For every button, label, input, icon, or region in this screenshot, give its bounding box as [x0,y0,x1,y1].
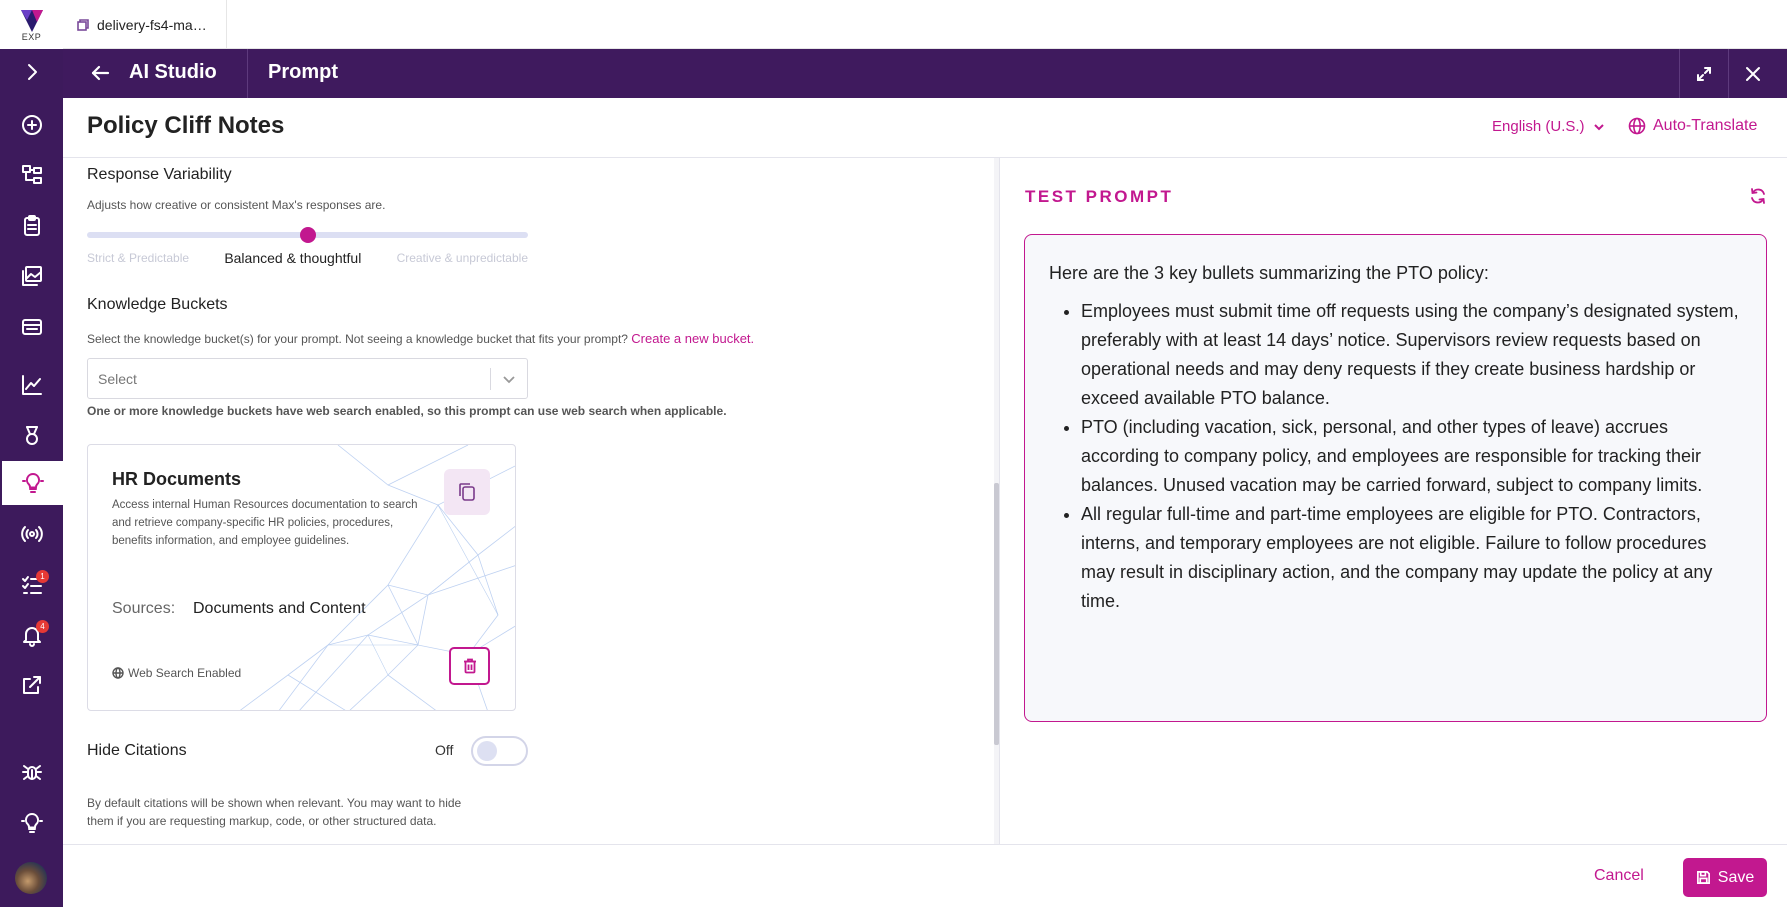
refresh-icon [1749,187,1767,205]
broadcast-icon [20,522,44,546]
knowledge-bucket-card [87,444,516,711]
variability-slider-thumb[interactable] [300,227,316,243]
left-rail [0,0,63,907]
header-page-title: Prompt [268,61,338,83]
bug-icon [20,760,44,784]
variability-options [87,250,528,266]
card-title: HR Documents [112,469,242,489]
delete-bucket-button[interactable] [449,647,490,685]
external-link-icon [20,673,44,697]
auto-translate-button[interactable] [1628,117,1757,135]
auto-translate-label: Auto-Translate [1653,117,1758,134]
copy-icon [456,481,478,503]
rail-create[interactable] [0,103,63,147]
avatar[interactable] [15,862,47,894]
pane-divider [999,158,1000,844]
toggle-knob [477,741,497,761]
select-divider [490,368,491,390]
logo-text: EXP [21,31,42,42]
footer-bar [63,844,1787,907]
window-icon [77,19,89,31]
select-placeholder: Select [98,371,137,387]
floppy-disk-icon [1696,870,1711,885]
expand-icon [1695,65,1713,83]
save-button[interactable] [1683,858,1767,897]
web-search-label: Web Search Enabled [128,666,242,680]
lightbulb-icon [21,471,45,495]
hierarchy-icon [20,163,44,187]
notifications-badge: 4 [36,620,49,633]
expand-rail-button[interactable] [0,50,63,94]
sources-value: Documents and Content [193,600,366,617]
knowledge-label: Knowledge Buckets [87,296,228,313]
list-item: • PTO (including vacation, sick, personal, and other types of leave) accrues according to company policy, and employees are responsible for tracking their balances. Unused vacation may be carried forward, subject to company limits. [1081,413,1742,500]
tasks-badge: 1 [36,570,49,583]
prompt-settings-pane [63,158,994,844]
refresh-button[interactable] [1749,187,1767,205]
trash-icon [461,657,479,675]
rail-broadcast[interactable] [0,512,63,556]
test-response-box [1024,234,1767,722]
citations-help-1: By default citations will be shown when relevant. You may want to hide [87,796,462,810]
rail-debug[interactable] [0,750,63,794]
rail-media[interactable] [0,254,63,298]
plus-circle-icon [20,113,44,137]
language-label: English (U.S.) [1492,118,1585,135]
option-creative[interactable]: Creative & unpredictable [396,251,528,265]
header-divider [247,49,248,98]
chart-line-icon [20,373,44,397]
rail-clipboard[interactable] [0,204,63,248]
tab-delivery[interactable] [63,0,227,49]
create-bucket-link[interactable]: Create a new bucket. [631,331,755,346]
select-chevron[interactable] [501,371,517,387]
card-description: Access internal Human Resources documentation to search and retrieve company-specific HR policies, procedures, benefits information, and employee guidelines. [112,499,418,547]
rail-notifications[interactable] [0,613,63,657]
lightbulb-icon [20,811,44,835]
close-button[interactable] [1728,49,1777,98]
rail-analytics[interactable] [0,363,63,407]
variability-help: Adjusts how creative or consistent Max's responses are. [87,198,386,212]
globe-icon [1628,117,1646,135]
close-icon [1744,65,1762,83]
app-title: AI Studio [129,61,217,83]
rail-tasks[interactable] [0,563,63,607]
test-prompt-heading: TEST PROMPT [1025,187,1174,206]
hide-citations-state: Off [435,742,454,758]
chevron-down-icon [1593,121,1605,133]
knowledge-help: Select the knowledge bucket(s) for your prompt. Not seeing a knowledge bucket that fits your prompt? [87,332,628,346]
clipboard-icon [20,214,44,238]
citations-help-2: them if you are requesting markup, code, or other structured data. [87,814,437,828]
expand-button[interactable] [1679,49,1728,98]
hide-citations-label: Hide Citations [87,742,187,759]
copy-button[interactable] [444,469,490,515]
language-select[interactable] [1492,118,1605,135]
rail-external[interactable] [0,663,63,707]
web-search-enabled [112,666,241,680]
rail-ideas[interactable] [0,801,63,845]
list-item: • All regular full-time and part-time employees are eligible for PTO. Contractors, interns, and temporary employees are not eligible. Failure to follow procedures may result in disciplinary action, and the company may update the policy at any time. [1081,500,1742,616]
response-bullets [1049,297,1742,616]
rail-hierarchy[interactable] [0,153,63,197]
tab-label: delivery-fs4-ma… [97,16,207,33]
web-search-note: One or more knowledge buckets have web search enabled, so this prompt can use web search when applicable. [87,404,727,418]
app-header [63,49,1787,98]
rail-ai-studio[interactable] [2,461,63,505]
card-icon [20,315,44,339]
images-icon [20,264,44,288]
list-item: • Employees must submit time off requests using the company’s designated system, preferably with at least 14 days’ notice. Supervisors review requests based on operational needs and may deny requests if they create business hardship or exceed available PTO balance. [1081,297,1742,413]
globe-icon [112,667,124,679]
title-bar [63,98,1787,158]
page-title: Policy Cliff Notes [87,112,285,139]
rail-cards[interactable] [0,305,63,349]
logo-icon [17,8,47,34]
variability-label: Response Variability [87,166,232,183]
cancel-button[interactable]: Cancel [1594,867,1644,884]
arrow-left-icon [89,62,111,84]
rail-awards[interactable] [0,414,63,458]
back-button[interactable] [89,62,111,84]
medal-icon [20,424,44,448]
option-balanced[interactable]: Balanced & thoughtful [224,250,362,266]
tab-bar [63,0,1787,49]
chevron-right-icon [20,60,44,84]
response-intro: Here are the 3 key bullets summarizing the PTO policy: [1049,263,1489,283]
save-label: Save [1717,868,1755,886]
app-logo[interactable] [0,0,63,49]
knowledge-help-line [87,331,754,346]
chevron-down-icon [501,371,517,387]
sources-label: Sources: [112,600,176,617]
option-strict[interactable]: Strict & Predictable [87,251,190,265]
knowledge-select[interactable] [87,358,528,399]
hide-citations-toggle[interactable] [471,736,528,766]
